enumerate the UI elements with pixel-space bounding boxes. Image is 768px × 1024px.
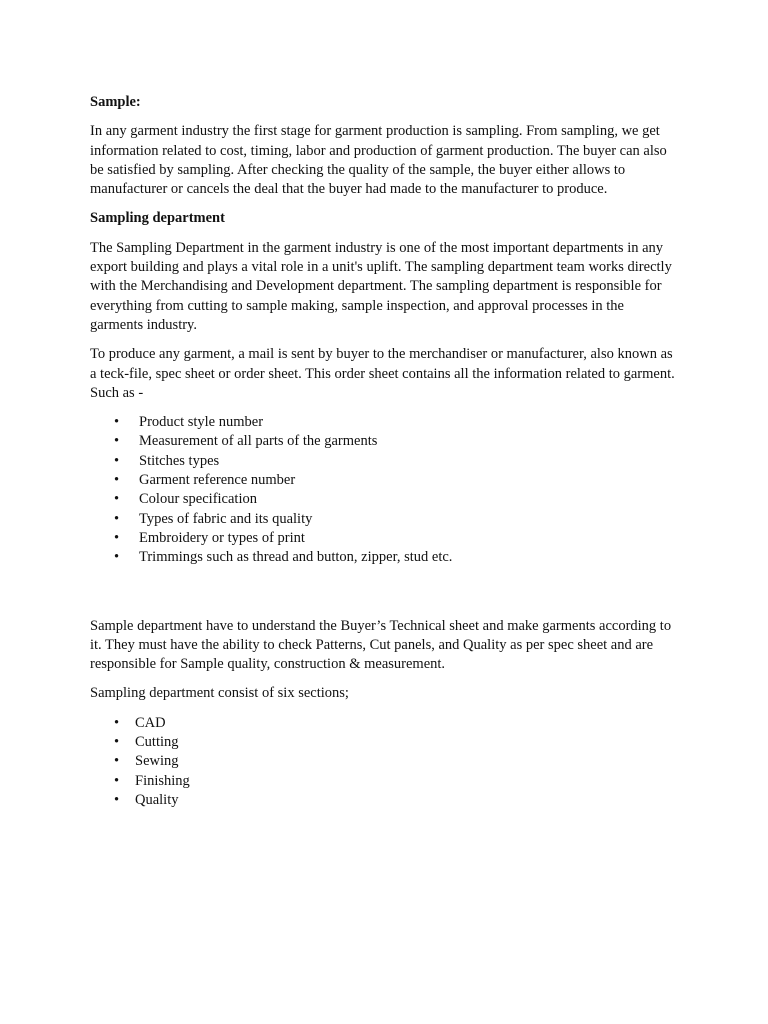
bullet-icon: • xyxy=(114,510,120,527)
sample-heading: Sample: xyxy=(90,94,141,110)
list-item xyxy=(90,413,678,432)
list-item xyxy=(90,548,678,567)
sampling-department-heading: Sampling department xyxy=(90,210,225,227)
order-sheet-paragraph: To produce any garment, a mail is sent by buyer to the merchandiser or manufacturer, also known as a teck-file, spec sheet or order sheet. This order sheet contains all the information related to garment. Such as - xyxy=(90,346,675,401)
list-item-text: Garment reference number xyxy=(139,472,296,489)
list-item xyxy=(90,772,678,791)
list-item xyxy=(90,510,678,529)
bullet-icon: • xyxy=(114,433,120,450)
bullet-icon: • xyxy=(114,549,120,566)
list-item-text: Measurement of all parts of the garments xyxy=(139,433,378,450)
list-item xyxy=(90,452,678,471)
blank-line xyxy=(90,578,678,617)
bullet-icon: • xyxy=(114,414,120,431)
sections-list xyxy=(90,714,678,810)
bullet-icon: • xyxy=(114,472,120,489)
bullet-icon: • xyxy=(114,734,120,751)
bullet-icon: • xyxy=(114,491,120,508)
list-item-text: Product style number xyxy=(139,414,264,431)
list-item xyxy=(90,432,678,451)
list-item-text: CAD xyxy=(135,714,166,731)
list-item-text: Types of fabric and its quality xyxy=(139,510,313,527)
list-item-text: Trimmings such as thread and button, zipper, stud etc. xyxy=(139,549,453,566)
list-item-text: Embroidery or types of print xyxy=(139,529,305,546)
list-item xyxy=(90,714,678,733)
list-item-text: Stitches types xyxy=(139,452,220,469)
bullet-icon: • xyxy=(114,791,120,808)
sections-intro: Sampling department consist of six sections; xyxy=(90,685,349,702)
list-item xyxy=(90,791,678,810)
list-item-text: Sewing xyxy=(135,753,179,770)
department-paragraph: The Sampling Department in the garment industry is one of the most important departments in any export building and plays a vital role in a unit's uplift. The sampling department team works directly with the Merchandising and Development department. The sampling department is responsible for everything from cutting to sample making, sample inspection, and approval processes in the garments industry. xyxy=(90,239,672,333)
order-info-list xyxy=(90,413,678,567)
bullet-icon: • xyxy=(114,772,120,789)
bullet-icon: • xyxy=(114,753,120,770)
list-item-text: Quality xyxy=(135,791,179,808)
list-item xyxy=(90,490,678,509)
intro-paragraph: In any garment industry the first stage for garment production is sampling. From sampling, we get information related to cost, timing, labor and production of garment production. The buyer can also be satisfied by sampling. After checking the quality of the sample, the buyer either allows to manufacturer or cancels the deal that the buyer had made to the manufacturer to produce. xyxy=(90,123,667,198)
bullet-icon: • xyxy=(114,452,120,469)
list-item-text: Cutting xyxy=(135,734,179,751)
list-item xyxy=(90,733,678,752)
list-item xyxy=(90,752,678,771)
list-item-text: Colour specification xyxy=(139,491,257,508)
list-item xyxy=(90,529,678,548)
list-item-text: Finishing xyxy=(135,772,190,789)
technical-sheet-paragraph: Sample department have to understand the Buyer’s Technical sheet and make garments according to it. They must have the ability to check Patterns, Cut panels, and Quality as per spec sheet and are responsible for Sample quality, construction & measurement. xyxy=(90,617,672,673)
bullet-icon: • xyxy=(114,529,120,546)
list-item xyxy=(90,471,678,490)
bullet-icon: • xyxy=(114,714,120,731)
